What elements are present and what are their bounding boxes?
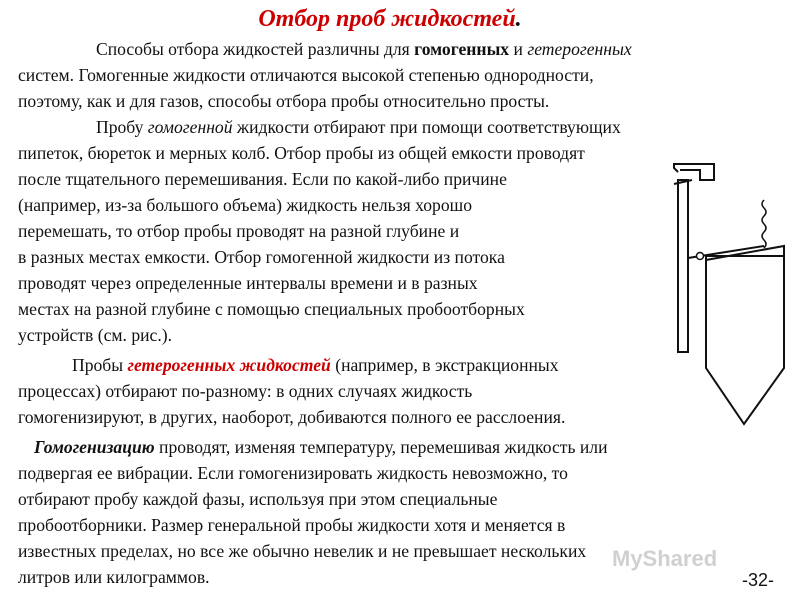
para2-line8: местах на разной глубине с помощью специальных пробоотборных (18, 299, 525, 319)
term-heterogeneous: гетерогенных (527, 39, 632, 59)
para2-line2: пипеток, бюреток и мерных колб. Отбор пробы из общей емкости проводят (18, 143, 585, 163)
title-text: Отбор проб жидкостей (258, 6, 516, 32)
title-dot: . (515, 6, 522, 32)
para2-line7: проводят через определенные интервалы времени и в разных (18, 273, 478, 293)
term-homogeneous-italic: гомогенной (147, 117, 233, 137)
para2-line3: после тщательного перемешивания. Если по какой-либо причине (18, 169, 507, 189)
sampler-chain-icon (762, 200, 766, 248)
para3-line2: процессах) отбирают по-разному: в одних случаях жидкость (18, 381, 473, 401)
sampler-rod (678, 180, 688, 352)
para4-line1: Гомогенизацию проводят, изменяя температуру, перемешивая жидкость или (34, 437, 608, 457)
para1-line3: поэтому, как и для газов, способы отбора пробы относительно просты. (18, 91, 550, 111)
sampler-figure (660, 160, 790, 430)
para2-line9: устройств (см. рис.). (18, 325, 172, 345)
para1-line1: Способы отбора жидкостей различны для гомогенных и гетерогенных (96, 39, 632, 59)
para2-line1: Пробу гомогенной жидкости отбирают при помощи соответствующих (96, 117, 621, 137)
term-homogenization: Гомогенизацию (34, 437, 155, 457)
term-homogeneous: гомогенных (414, 39, 510, 59)
page-number: -32- (742, 570, 775, 590)
para2-line4: (например, из-за большого объема) жидкость нельзя хорошо (18, 195, 472, 215)
para1-line2: систем. Гомогенные жидкости отличаются высокой степенью однородности, (18, 65, 594, 85)
para4-line5: известных пределах, но все же обычно невелик и не превышает нескольких (18, 541, 587, 561)
watermark-logo: MyShared (612, 546, 718, 571)
sampler-hinge-icon (697, 253, 704, 260)
para4-line2: подвергая ее вибрации. Если гомогенизировать жидкость невозможно, то (18, 463, 568, 483)
term-heterogeneous-liquids: гетерогенных жидкостей (127, 355, 331, 375)
sampler-vessel (706, 256, 784, 424)
para4-line4: пробоотборники. Размер генеральной пробы жидкости хотя и меняется в (18, 515, 566, 535)
para4-line3: отбирают пробу каждой фазы, используя при этом специальные (18, 489, 498, 509)
para3-line3: гомогенизируют, в других, наоборот, добиваются полного ее расслоения. (18, 407, 566, 427)
sampler-top-bracket (674, 164, 714, 180)
para3-line1: Пробы гетерогенных жидкостей (например, в экстракционных (72, 355, 559, 375)
para2-line6: в разных местах емкости. Отбор гомогенной жидкости из потока (18, 247, 505, 267)
para2-line5: перемешать, то отбор пробы проводят на разной глубине и (18, 221, 460, 241)
para4-line6: литров или килограммов. (18, 567, 210, 587)
page-title (0, 6, 780, 33)
